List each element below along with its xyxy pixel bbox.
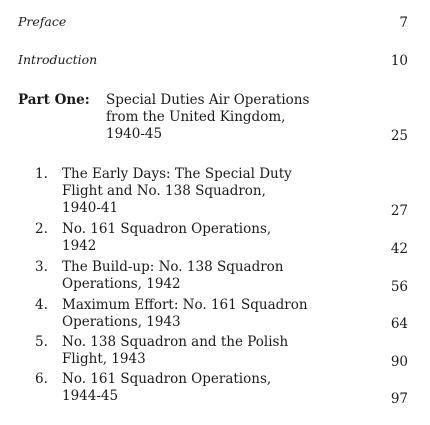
chapter-page: 90 [390, 354, 408, 370]
part-one-title-line: 1940-45 [106, 126, 163, 142]
chapter-page: 56 [390, 279, 408, 295]
chapter-title-line: Operations, 1943 [62, 314, 181, 330]
chapter-title-line: Operations, 1942 [62, 276, 181, 292]
chapter-number: 3. [35, 259, 48, 275]
chapter-number: 5. [35, 334, 48, 350]
chapter-title-line: Flight and No. 138 Squadron, [62, 183, 266, 199]
chapter-title-line: No. 161 Squadron Operations, [62, 371, 272, 387]
chapter-number: 6. [35, 371, 48, 387]
part-one-page: 25 [390, 128, 408, 144]
chapter-number: 1. [35, 166, 48, 182]
chapter-page: 27 [390, 203, 408, 219]
chapter-page: 97 [390, 391, 408, 407]
part-one-label: Part One: [18, 92, 90, 108]
chapter-title-line: 1942 [62, 238, 97, 254]
chapter-title-line: Maximum Effort: No. 161 Squadron [62, 297, 308, 313]
chapter-number: 4. [35, 297, 48, 313]
chapter-title-line: Flight, 1943 [62, 351, 146, 367]
chapter-title-line: 1944-45 [62, 388, 119, 404]
chapter-page: 42 [390, 241, 408, 257]
chapter-number: 2. [35, 221, 48, 237]
toc-entry-introduction-page: 10 [390, 53, 408, 69]
chapter-page: 64 [390, 316, 408, 332]
part-one-title-line: Special Duties Air Operations [106, 92, 310, 108]
toc-entry-introduction-title: Introduction [18, 52, 98, 67]
part-one-title-line: from the United Kingdom, [106, 109, 286, 125]
toc-entry-preface-page: 7 [399, 15, 408, 31]
chapter-title-line: 1940-41 [62, 200, 119, 216]
chapter-title-line: The Early Days: The Special Duty [62, 166, 292, 182]
chapter-title-line: The Build-up: No. 138 Squadron [62, 259, 284, 275]
chapter-title-line: No. 161 Squadron Operations, [62, 221, 272, 237]
toc-entry-preface-title: Preface [18, 14, 67, 29]
chapter-title-line: No. 138 Squadron and the Polish [62, 334, 289, 350]
